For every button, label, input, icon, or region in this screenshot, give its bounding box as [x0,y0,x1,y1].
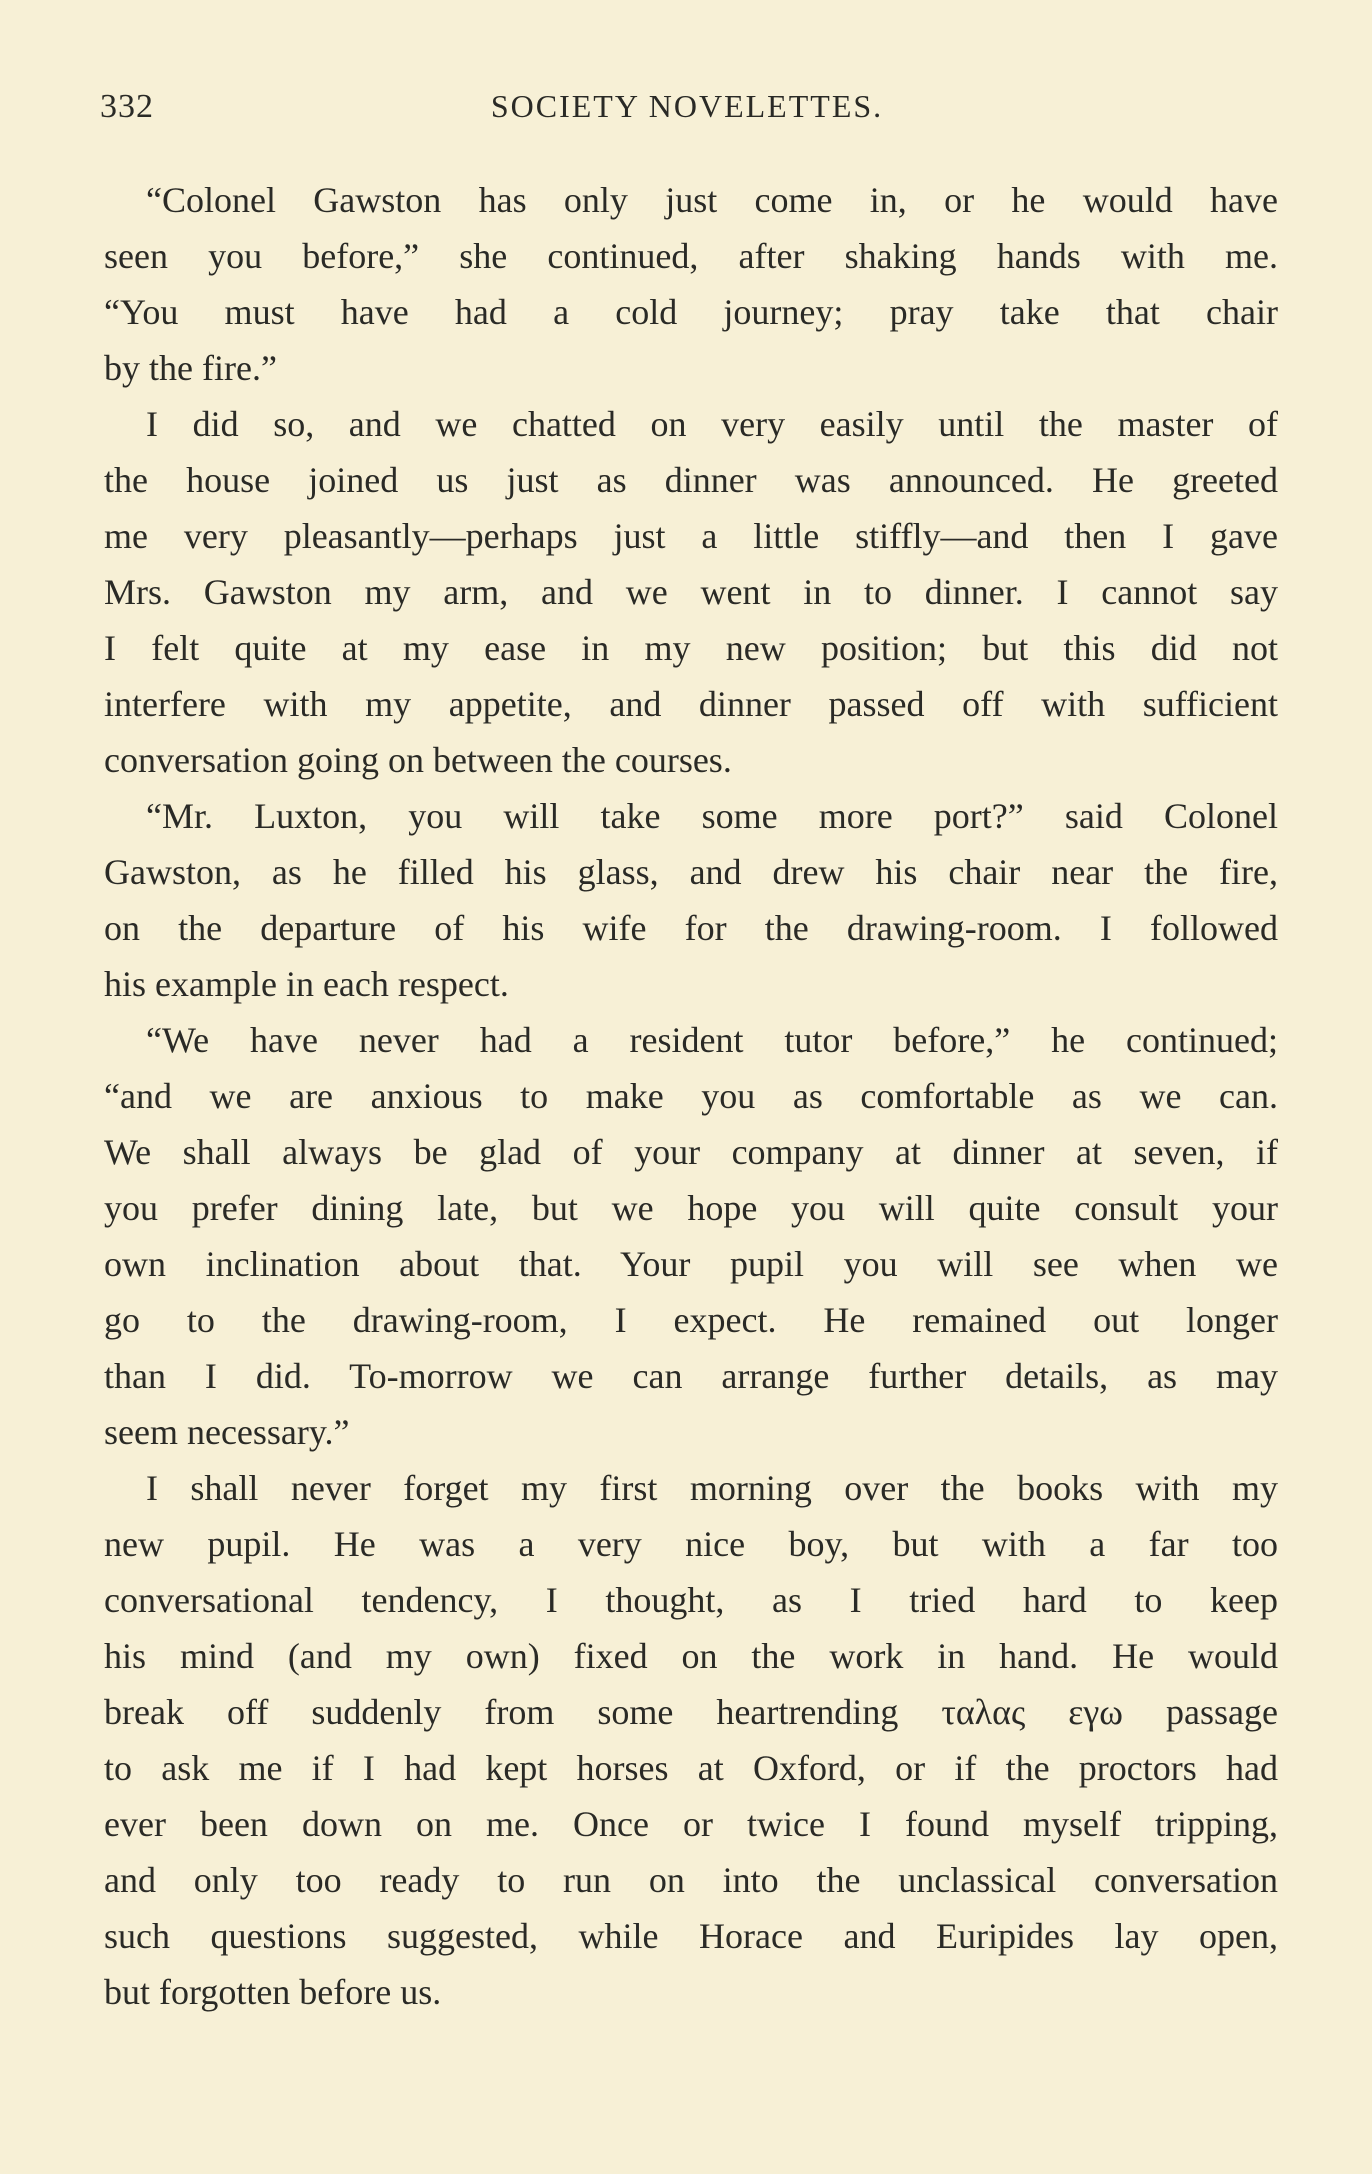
text-line: Mrs. Gawston my arm, and we went in to dinner. I cannot say [104,572,1278,612]
text-line: but forgotten before us. [104,1972,442,2012]
text-line: seem necessary.” [104,1412,350,1452]
page-number: 332 [100,88,154,125]
text-line: I did so, and we chatted on very easily until the master of [146,404,1278,444]
text-line: go to the drawing-room, I expect. He remained out longer [104,1300,1278,1340]
text-line: “You must have had a cold journey; pray take that chair [104,292,1278,332]
text-line: I felt quite at my ease in my new position; but this did not [104,628,1278,668]
text-line: interfere with my appetite, and dinner passed off with sufficient [104,684,1278,724]
text-line: by the fire.” [104,348,277,388]
text-line: me very pleasantly—perhaps just a little stiffly—and then I gave [104,516,1278,556]
text-line: seen you before,” she continued, after shaking hands with me. [104,236,1278,276]
text-line: conversational tendency, I thought, as I tried hard to keep [104,1580,1278,1620]
text-line: own inclination about that. Your pupil you will see when we [104,1244,1278,1284]
text-line: “and we are anxious to make you as comfortable as we can. [104,1076,1278,1116]
text-line: ever been down on me. Once or twice I found myself tripping, [104,1804,1278,1844]
text-line: break off suddenly from some heartrending ταλας εγω passage [104,1692,1278,1732]
text-line: such questions suggested, while Horace and Euripides lay open, [104,1916,1278,1956]
text-line: and only too ready to run on into the unclassical conversation [104,1860,1278,1900]
text-line: I shall never forget my first morning over the books with my [146,1468,1278,1508]
running-title: SOCIETY NOVELETTES. [490,88,884,124]
body-text [104,172,1278,2020]
text-line: conversation going on between the courses. [104,740,732,780]
text-line: “Mr. Luxton, you will take some more port?” said Colonel [146,796,1278,836]
text-line: than I did. To-morrow we can arrange further details, as may [104,1356,1278,1396]
text-line: Gawston, as he filled his glass, and drew his chair near the fire, [104,852,1278,892]
text-line: you prefer dining late, but we hope you will quite consult your [104,1188,1278,1228]
text-line: his mind (and my own) fixed on the work in hand. He would [104,1636,1278,1676]
text-line: to ask me if I had kept horses at Oxford, or if the proctors had [104,1748,1278,1788]
text-line: “Colonel Gawston has only just come in, or he would have [146,180,1278,220]
running-head [100,88,1274,138]
text-line: We shall always be glad of your company at dinner at seven, if [104,1132,1278,1172]
text-line: new pupil. He was a very nice boy, but with a far too [104,1524,1278,1564]
text-line: his example in each respect. [104,964,509,1004]
text-line: the house joined us just as dinner was announced. He greeted [104,460,1278,500]
text-line: “We have never had a resident tutor before,” he continued; [146,1020,1278,1060]
text-line: on the departure of his wife for the drawing-room. I followed [104,908,1278,948]
